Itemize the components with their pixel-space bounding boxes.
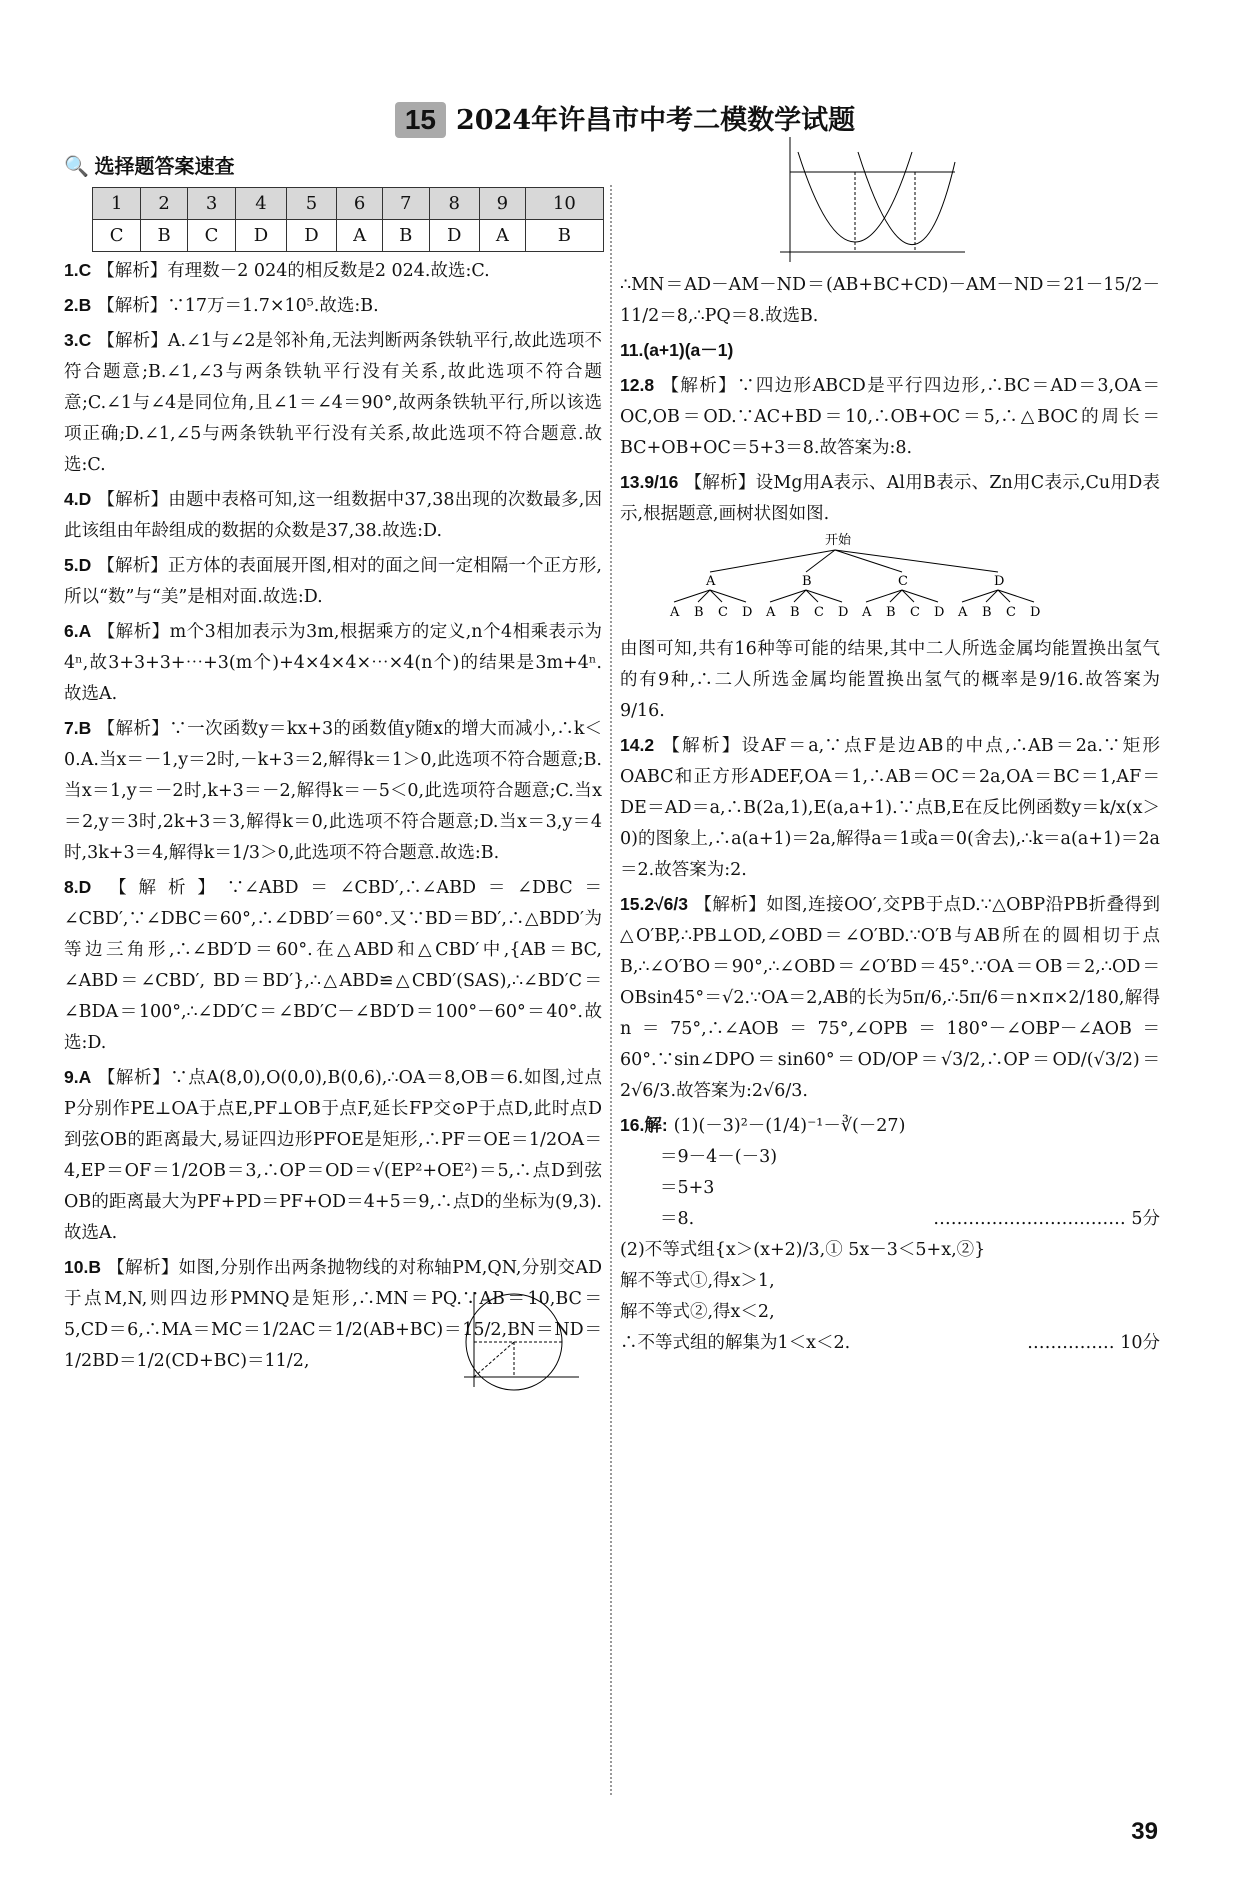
tree-diagram (620, 530, 1060, 620)
solution-number: 6.A (64, 621, 92, 641)
page-number: 39 (1131, 1818, 1158, 1845)
answer-num-6: 6 (337, 188, 383, 220)
circle-figure (454, 1287, 584, 1397)
tree-root: 开始 (825, 533, 852, 548)
solution-item (64, 255, 602, 287)
answer-num-8: 8 (429, 188, 479, 220)
answer-num-7: 7 (382, 188, 429, 220)
solution-item (64, 484, 602, 547)
solution-text: 【解析】∵点A(8,0),O(0,0),B(0,6),∴OA＝8,OB＝6.如图,过点P分别作PE⊥OA于点E,PF⊥OB于点F,延长FP交⊙P于点D,此时点D到弦OB的距离最大,易证四边形PFOE是矩形,∴PF＝OE＝1/2OA＝4,EP＝OF＝1/2OB＝3,∴OP＝OD＝√(EP²+OE²)＝5,∴点D到弦OB的距离最大为PF+PD＝PF+OD＝4+5＝9,∴点D的坐标为(9,3).故选A. (64, 1068, 602, 1243)
svg-text:B: B (982, 605, 992, 620)
svg-text:C: C (1006, 605, 1016, 620)
solution-text: 【解析】∵17万＝1.7×10⁵.故选:B. (97, 296, 379, 316)
left-column (64, 152, 602, 1377)
solution-text: 【解析】如图,分别作出两条抛物线的对称轴PM,QN,分别交AD于点M,N,则四边形PMNQ是矩形,∴MN＝PQ.∵AB＝10,BC＝5,CD＝6,∴MA＝MC＝1/2AC＝1/2(AB+BC)＝15/2,BN＝ND＝1/2BD＝1/2(CD+BC)＝11/2, (64, 1258, 602, 1371)
solution-item (620, 889, 1160, 1107)
solution-text: 【解析】正方体的表面展开图,相对的面之间一定相隔一个正方形,所以“数”与“美”是相对面.故选:D. (64, 556, 602, 607)
svg-text:C: C (718, 605, 728, 620)
solution-number: 13.9/16 (620, 472, 679, 492)
right-solutions (620, 270, 1160, 1359)
solution-number: 15.2√6/3 (620, 894, 688, 914)
svg-text:D: D (742, 605, 753, 620)
svg-text:A: A (706, 574, 716, 589)
solution-number: 11.(a+1)(a－1) (620, 340, 734, 360)
solution-number: 8.D (64, 877, 92, 897)
solution-text: 【解析】如图,连接OO′,交PB于点D.∵△OBP沿PB折叠得到△O′BP,∴PB⊥OD,∠OBD＝∠O′BD.∵O′B与AB所在的圆相切于点B,∴∠O′BO＝90°,∴∠OBD＝∠O′BD＝45°.∵OA＝OB＝2,∴OD＝OBsin45°＝√2.∵OA＝2,AB的长为5π/6,∴5π/6＝n×π×2/180,解得n＝75°,∴∠AOB＝75°,∠OPB＝180°－∠OBP－∠AOB＝60°.∵sin∠DPO＝sin60°＝OD/OP＝√3/2,∴OP＝OD/(√3/2)＝2√6/3.故答案为:2√6/3. (620, 895, 1160, 1101)
svg-text:C: C (910, 605, 920, 620)
answer-num-4: 4 (236, 188, 286, 220)
answer-val-7: B (382, 220, 429, 252)
answer-val-10: B (525, 220, 603, 252)
solution-number: 1.C (64, 260, 92, 280)
solution-item (64, 872, 602, 1059)
solution-item (64, 290, 602, 322)
page-title (0, 98, 1250, 138)
answer-vals-row (93, 220, 604, 252)
answer-val-2: B (141, 220, 188, 252)
answer-num-10: 10 (525, 188, 603, 220)
solution-text: 【解析】A.∠1与∠2是邻补角,无法判断两条铁轨平行,故此选项不符合题意;B.∠1,∠3与两条铁轨平行没有关系,故此选项不符合题意;C.∠1与∠4是同位角,且∠1＝∠4＝90°,故两条铁轨平行,所以该选项正确;D.∠1,∠5与两条铁轨平行没有关系,故此选项不符合题意.故选:C. (64, 331, 602, 475)
solution-item (64, 616, 602, 710)
solution-number: 7.B (64, 718, 92, 738)
parabola-2 (858, 152, 955, 245)
svg-text:B: B (694, 605, 704, 620)
answer-val-1: C (93, 220, 141, 252)
left-solutions (64, 255, 602, 1377)
solution-text: 【解析】有理数－2 024的相反数是2 024.故选:C. (97, 261, 490, 281)
solution-text: 由图可知,共有16种等可能的结果,其中二人所选金属均能置换出氢气的有9种,∴二人所选金属均能置换出氢气的概率是9/16.故答案为9/16. (620, 639, 1160, 721)
solution-text: 【解析】∵一次函数y＝kx+3的函数值y随x的增大而减小,∴k＜0.A.当x＝－1,y＝2时,－k+3＝2,解得k＝1＞0,此选项不符合题意;B.当x＝1,y＝－2时,k+3＝－2,解得k＝－5＜0,此选项符合题意;C.当x＝2,y＝3时,2k+3＝3,解得k＝0,此选项不符合题意;D.当x＝3,y＝4时,3k+3＝4,解得k＝1/3＞0,此选项不符合题意.故选:B. (64, 719, 602, 863)
solution-item (64, 325, 602, 481)
solution-number: 2.B (64, 295, 92, 315)
solution-item (620, 270, 1160, 332)
solution-number: 4.D (64, 489, 92, 509)
svg-text:D: D (1030, 605, 1041, 620)
solution-number: 9.A (64, 1067, 92, 1087)
solution-number: 14.2 (620, 735, 655, 755)
title-text: 2024年许昌市中考二模数学试题 (456, 105, 856, 136)
quick-check-heading: 🔍 选择题答案速查 (64, 156, 235, 178)
svg-text:C: C (898, 574, 908, 589)
answer-nums-row (93, 188, 604, 220)
answer-num-9: 9 (479, 188, 525, 220)
solution-number: 10.B (64, 1257, 101, 1277)
answer-val-6: A (337, 220, 383, 252)
svg-text:A: A (670, 605, 680, 620)
solution-text: 【解析】由题中表格可知,这一组数据中37,38出现的次数最多,因此该组由年龄组成的数据的众数是37,38.故选:D. (64, 490, 602, 541)
section-number: 15 (395, 102, 446, 138)
answer-table (92, 187, 604, 252)
solution-text: 【解析】∵四边形ABCD是平行四边形,∴BC＝AD＝3,OA＝OC,OB＝OD.∵AC+BD＝10,∴OB+OC＝5,∴△BOC的周长＝BC+OB+OC＝5+3＝8.故答案为:8. (620, 376, 1160, 458)
solution-text: ∴MN＝AD－AM－ND＝(AB+BC+CD)－AM－ND＝21－15/2－11/2＝8,∴PQ＝8.故选B. (620, 275, 1160, 326)
quick-check-label: 选择题答案速查 (94, 156, 235, 178)
solution-text: 【解析】设AF＝a,∵点F是边AB的中点,∴AB＝2a.∵矩形OABC和正方形ADEF,OA＝1,∴AB＝OC＝2a,OA＝BC＝1,AF＝DE＝AD＝a,∴B(2a,1),E(a,a+1).∵点B,E在反比例函数y＝k/x(x＞0)的图象上,∴a(a+1)＝2a,解得a＝1或a＝0(舍去),∴k＝a(a+1)＝2a＝2.故答案为:2. (620, 736, 1160, 880)
answer-val-4: D (236, 220, 286, 252)
solution-text: 【解析】m个3相加表示为3m,根据乘方的定义,n个4相乘表示为4ⁿ,故3+3+3+⋯+3(m个)+4×4×4×⋯×4(n个)的结果是3m+4ⁿ.故选A. (64, 622, 602, 704)
solution-number: 5.D (64, 555, 92, 575)
answer-val-3: C (187, 220, 235, 252)
solution-item (620, 335, 1160, 367)
svg-text:D: D (934, 605, 945, 620)
solution-number: 3.C (64, 330, 92, 350)
svg-text:B: B (790, 605, 800, 620)
answer-val-8: D (429, 220, 479, 252)
solution-text: 【解析】∵∠ABD＝∠CBD′,∴∠ABD＝∠DBC＝∠CBD′,∵∠DBC＝60°,∴∠DBD′＝60°.又∵BD＝BD′,∴△BDD′为等边三角形,∴∠BD′D＝60°.在△ABD和△CBD′中,{AB＝BC, ∠ABD＝∠CBD′, BD＝BD′},∴△ABD≌△CBD′(SAS),∴∠BD′C＝∠BDA＝100°,∴∠DD′C＝∠BD′C－∠BD′D＝100°－60°＝40°.故选:D. (64, 878, 602, 1053)
svg-text:D: D (838, 605, 849, 620)
solution-item (620, 467, 1160, 530)
solution-item (620, 634, 1160, 727)
q16-solution: 16.解: (1)(－3)²－(1/4)⁻¹－∛(－27) ＝9－4－(－3) ＝5+3 ＝8. …………………………… 5分 (2)不等式组{x＞(x+2)/3,① 5x－3＜5+x,②} 解不等式①,得x＞1, 解不等式②,得x＜2, ∴不等式组的解集为1＜x＜2. …………… 10分 (620, 1115, 1160, 1353)
solution-item (64, 1062, 602, 1249)
answer-num-3: 3 (187, 188, 235, 220)
solution-text: 【解析】设Mg用A表示、Al用B表示、Zn用C表示,Cu用D表示,根据题意,画树状图如图. (620, 473, 1160, 524)
answer-num-5: 5 (286, 188, 336, 220)
svg-text:B: B (886, 605, 896, 620)
solution-item (620, 730, 1160, 886)
answer-num-1: 1 (93, 188, 141, 220)
svg-text:C: C (814, 605, 824, 620)
answer-val-5: D (286, 220, 336, 252)
right-column (620, 152, 1160, 1359)
svg-text:A: A (958, 605, 968, 620)
solution-item (64, 550, 602, 613)
svg-text:D: D (994, 574, 1005, 589)
svg-text:A: A (766, 605, 776, 620)
answer-num-2: 2 (141, 188, 188, 220)
answer-val-9: A (479, 220, 525, 252)
parabola-figure (770, 132, 970, 267)
svg-text:B: B (802, 574, 812, 589)
solution-number: 12.8 (620, 375, 655, 395)
svg-text:A: A (862, 605, 872, 620)
column-divider (610, 185, 612, 1795)
solution-item (620, 370, 1160, 464)
solution-item (64, 713, 602, 869)
